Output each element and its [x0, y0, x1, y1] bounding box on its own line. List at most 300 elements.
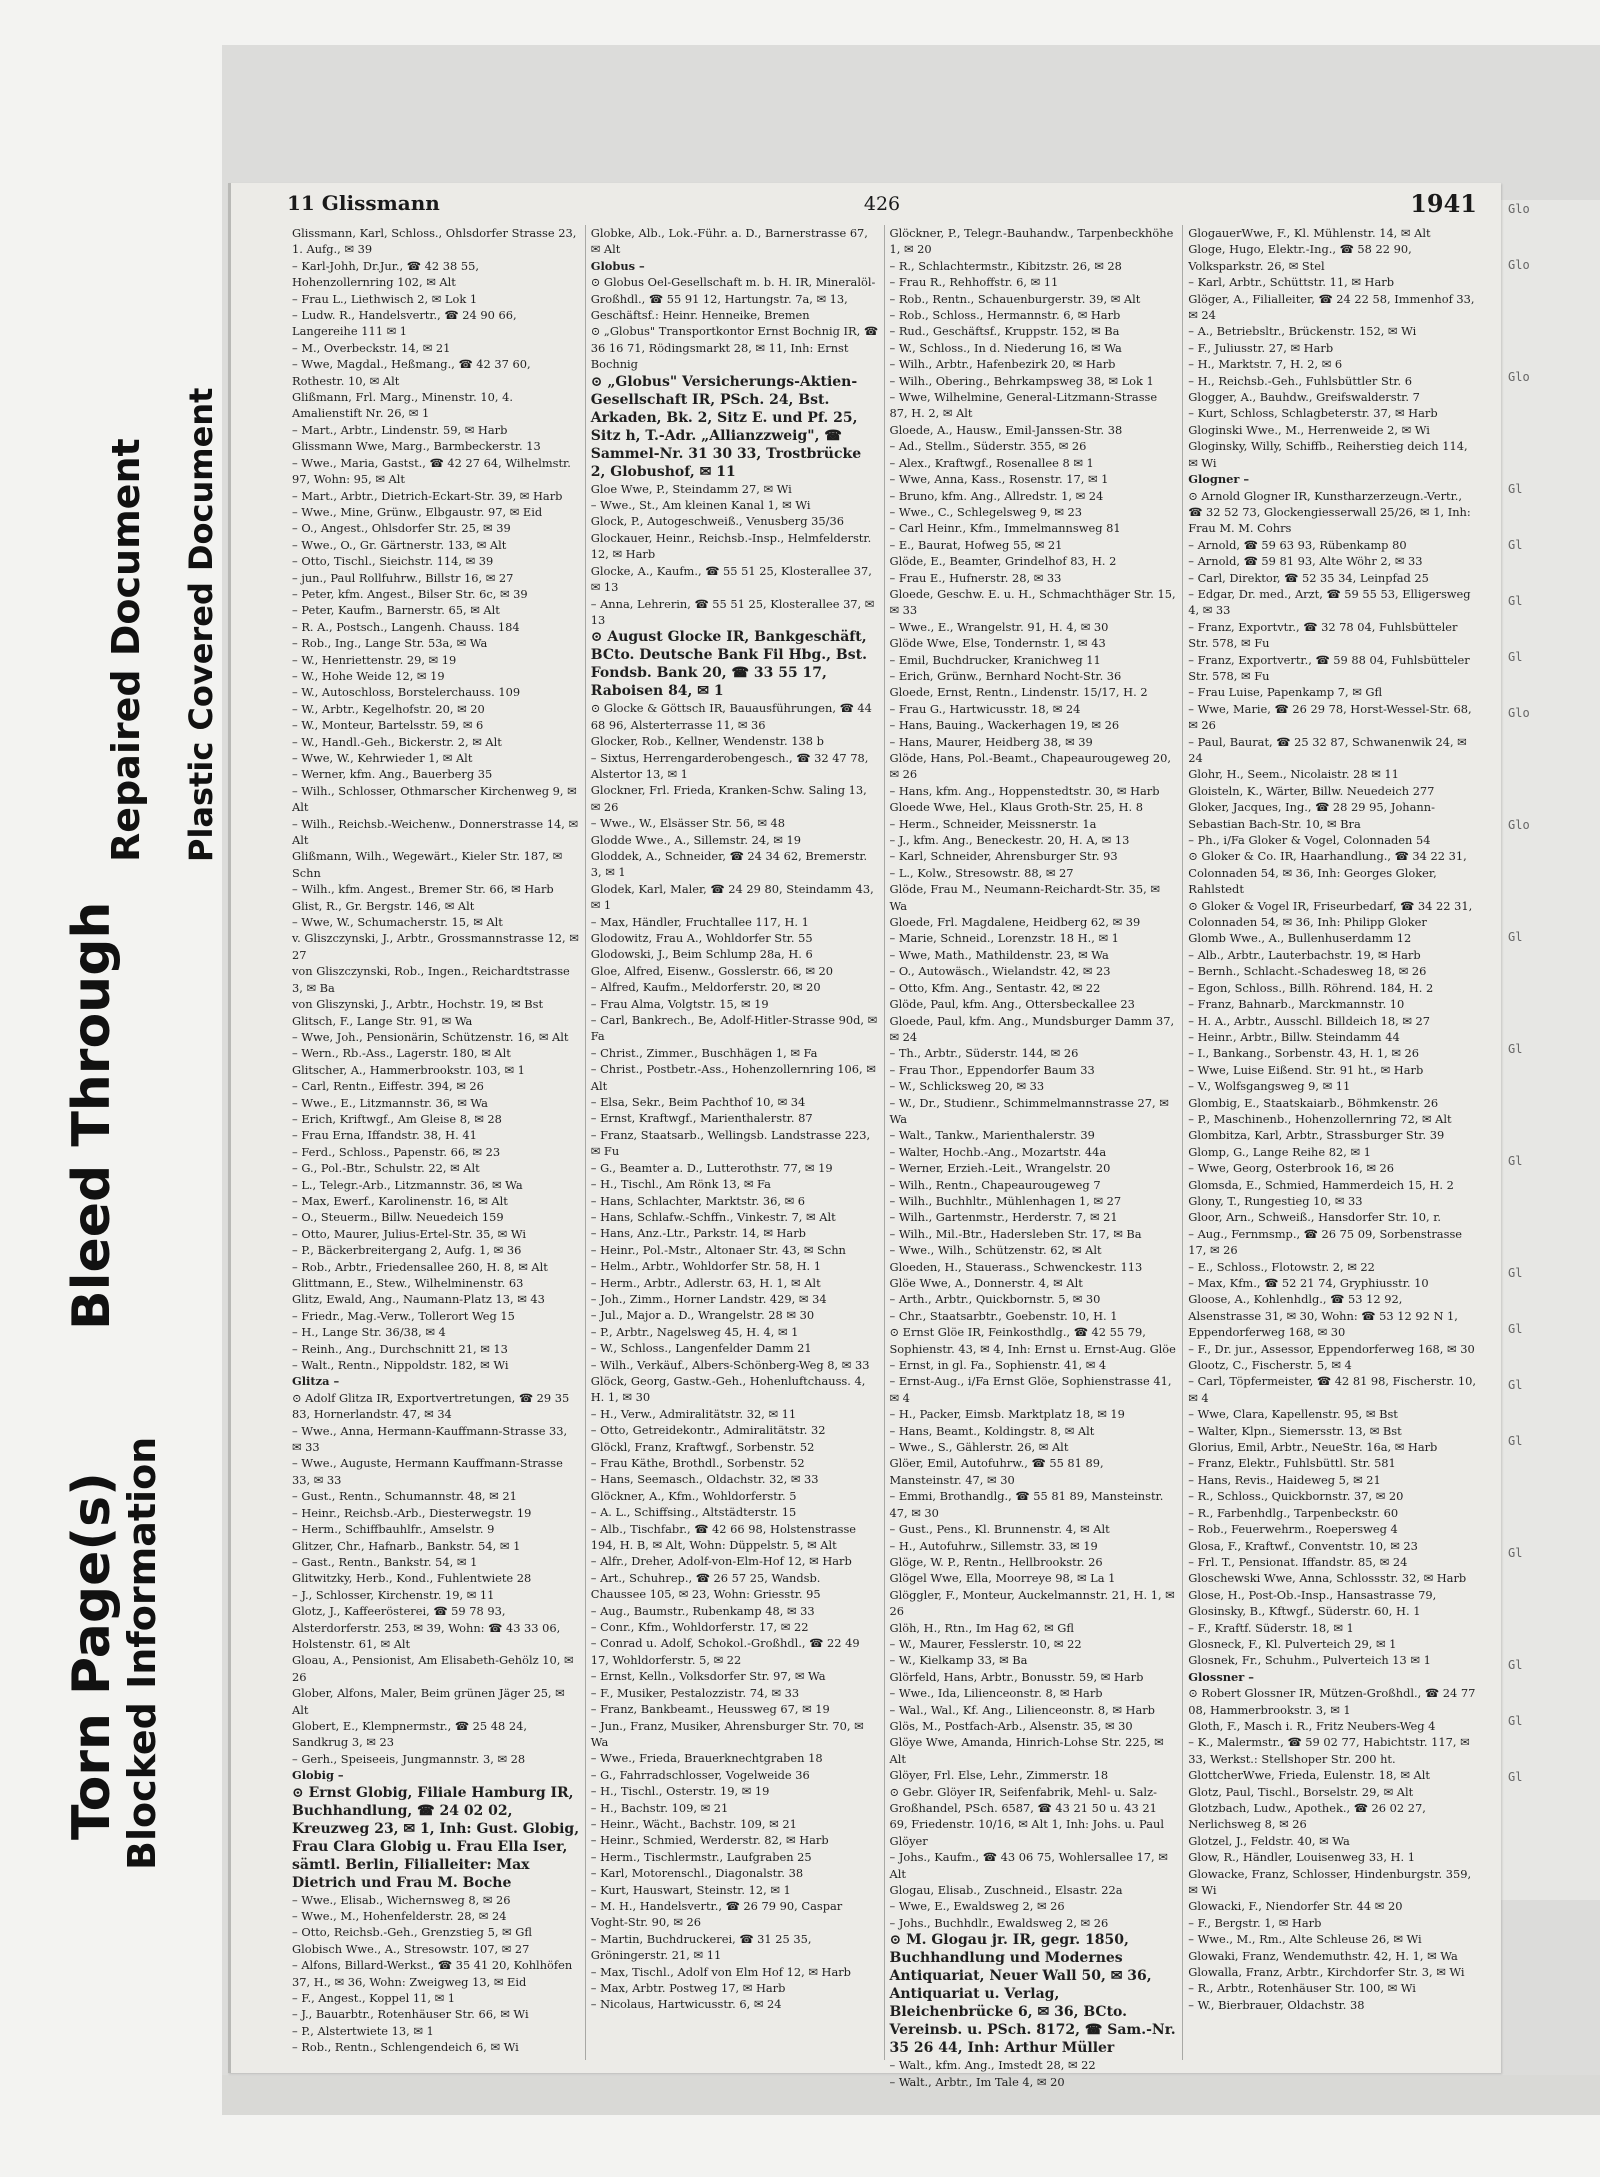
directory-entry: Globisch Wwe., A., Stresowstr. 107, ✉ 27 — [292, 1941, 530, 1956]
next-page-fragment: Gl — [1508, 1042, 1523, 1056]
directory-entry: Glitsch, F., Lange Str. 91, ✉ Wa — [292, 1013, 473, 1028]
directory-entry: – Max, Tischl., Adolf von Elm Hof 12, ✉ Harb — [590, 1964, 851, 1979]
directory-entry: – Karl, Arbtr., Schüttstr. 11, ✉ Harb — [1188, 275, 1395, 290]
directory-entry: – F., Juliusstr. 27, ✉ Harb — [1188, 340, 1334, 355]
directory-entry: – I., Bankang., Sorbenstr. 43, H. 1, ✉ 26 — [1188, 1046, 1419, 1061]
directory-entry: – jun., Paul Rollfuhrw., Billstr 16, ✉ 27 — [292, 570, 514, 585]
directory-entry: – Hans, Revis., Haideweg 5, ✉ 21 — [1188, 1472, 1381, 1487]
directory-entry: – Sixtus, Herrengarderobengesch., ☎ 32 47 78, Alstertor 13, ✉ 1 — [590, 750, 869, 781]
directory-entry: Glockner, Frl. Frieda, Kranken-Schw. Saling 13, ✉ 26 — [590, 783, 867, 814]
directory-entry: – Alb., Arbtr., Lauterbachstr. 19, ✉ Harb — [1188, 947, 1421, 962]
directory-entry: – Wwe, W., Schumacherstr. 15, ✉ Alt — [292, 915, 503, 930]
directory-entry: – Carl, Bankrech., Be, Adolf-Hitler-Strasse 90d, ✉ Fa — [590, 1013, 878, 1044]
directory-entry: – P., Arbtr., Nagelsweg 45, H. 4, ✉ 1 — [590, 1324, 799, 1339]
directory-entry: – E., Schloss., Flotowstr. 2, ✉ 22 — [1188, 1259, 1375, 1274]
next-page-fragment: Glo — [1508, 370, 1530, 384]
directory-entry: Gloau, A., Pensionist, Am Elisabeth-Gehölz 10, ✉ 26 — [292, 1653, 574, 1684]
next-page-fragment: Gl — [1508, 650, 1523, 664]
directory-entry: Gloede, A., Hausw., Emil-Janssen-Str. 38 — [889, 422, 1123, 437]
directory-entry: Glosinsky, B., Kftwgf., Süderstr. 60, H. 1 — [1188, 1604, 1421, 1619]
directory-entry: – Wwe, W., Kehrwieder 1, ✉ Alt — [292, 751, 473, 765]
directory-entry: – Franz, Exportvtr., ☎ 32 78 04, Fuhlsbütteler Str. 578, ✉ Fu — [1188, 619, 1458, 651]
directory-entry: – M. H., Handelsvertr., ☎ 26 79 90, Caspar Voght-Str. 90, ✉ 26 — [590, 1898, 843, 1930]
directory-entry: – A. L., Schiffsing., Altstädterstr. 15 — [590, 1505, 797, 1520]
directory-entry: – H., Tischl., Osterstr. 19, ✉ 19 — [590, 1784, 770, 1799]
directory-entry: – Wwe, Luise Eißend. Str. 91 ht., ✉ Harb — [1188, 1062, 1424, 1077]
next-page-fragment: Glo — [1508, 202, 1530, 216]
directory-entry: – Wwe., Mine, Grünw., Elbgaustr. 97, ✉ Eid — [292, 504, 543, 519]
directory-entry: – Ernst, Kraftwgf., Marienthalerstr. 87 — [590, 1111, 813, 1126]
directory-entry: Glöde, Paul, kfm. Ang., Ottersbeckallee 23 — [889, 997, 1135, 1012]
directory-entry: – Wwe, Math., Mathildenstr. 23, ✉ Wa — [889, 947, 1109, 962]
next-page-fragment: Glo — [1508, 818, 1530, 832]
directory-entry: – Otto, Reichsb.-Geh., Grenzstieg 5, ✉ Gfl — [292, 1925, 532, 1940]
next-page-fragment — [1500, 424, 1600, 480]
directory-entry: Glock, P., Autogeschweiß., Venusberg 35/36 — [590, 514, 844, 529]
directory-entry: – P., Bäckerbreitergang 2, Aufg. 1, ✉ 36 — [292, 1243, 522, 1258]
next-page-fragment: Gl — [1508, 1434, 1523, 1448]
directory-entry: – Rob., Ing., Lange Str. 53a, ✉ Wa — [292, 636, 488, 651]
directory-entry: Gloede, Frl. Magdalene, Heidberg 62, ✉ 39 — [889, 915, 1141, 930]
directory-entry: – Wwe., C., Schlegelsweg 9, ✉ 23 — [889, 504, 1083, 519]
directory-entry: – Max, Arbtr. Postweg 17, ✉ Harb — [590, 1981, 786, 1995]
directory-entry: – Wilh., Rentn., Chapeaurougeweg 7 — [889, 1177, 1101, 1192]
directory-entry: Glöe Wwe, A., Donnerstr. 4, ✉ Alt — [889, 1276, 1083, 1290]
directory-entry: – Frau E., Hufnerstr. 28, ✉ 33 — [889, 570, 1062, 585]
running-head: 11 Glissmann — [287, 191, 440, 215]
directory-entry: – F., Bergstr. 1, ✉ Harb — [1188, 1915, 1322, 1930]
directory-entry: Glotz, Paul, Tischl., Borselstr. 29, ✉ Alt — [1188, 1784, 1414, 1799]
page-header — [287, 187, 1477, 217]
directory-entry: Globke, Alb., Lok.-Führ. a. D., Barnerstrasse 67, ✉ Alt — [590, 226, 868, 257]
next-page-fragment — [1500, 312, 1600, 368]
directory-entry: – Carl, Rentn., Eiffestr. 394, ✉ 26 — [292, 1079, 484, 1094]
directory-entry: Glöh, H., Rtn., Im Hag 62, ✉ Gfl — [889, 1620, 1074, 1635]
directory-entry: – H., Tischl., Am Rönk 13, ✉ Fa — [590, 1177, 771, 1192]
directory-entry: von Gliszczynski, Rob., Ingen., Reichardtstrasse 3, ✉ Ba — [292, 964, 570, 995]
directory-entry: – G., Beamter a. D., Lutterothstr. 77, ✉ 19 — [590, 1160, 833, 1175]
directory-entry: – W., Hohe Weide 12, ✉ 19 — [292, 668, 445, 683]
directory-entry: – H. A., Arbtr., Ausschl. Billdeich 18, ✉ 27 — [1188, 1013, 1430, 1028]
directory-entry: – O., Autowäsch., Wielandstr. 42, ✉ 23 — [889, 964, 1111, 979]
directory-entry: Glosnek, Fr., Schuhm., Pulverteich 13 ✉ 1 — [1188, 1653, 1431, 1668]
directory-entry: – Heinr., Schmied, Werderstr. 82, ✉ Harb — [590, 1833, 829, 1848]
directory-entry: – Mart., Arbtr., Lindenstr. 59, ✉ Harb — [292, 422, 508, 437]
label-torn-pages: Torn Page(s) — [62, 1472, 122, 1840]
next-page-fragment: Gl — [1508, 1378, 1523, 1392]
directory-entry: – Karl, Schneider, Ahrensburger Str. 93 — [889, 849, 1118, 864]
directory-entry: Glogau, Elisab., Zuschneid., Elsastr. 22a — [889, 1883, 1123, 1898]
next-page-fragment — [1500, 1096, 1600, 1152]
directory-entry: – W., Handl.-Geh., Bickerstr. 2, ✉ Alt — [292, 734, 502, 749]
directory-entry: Glitscher, A., Hammerbrookstr. 103, ✉ 1 — [292, 1062, 525, 1077]
directory-entry: – Alb., Tischfabr., ☎ 42 66 98, Holstenstrasse 194, H. B, ✉ Alt, Wohn: Düppelstr. 5, ✉ Alt — [590, 1521, 857, 1553]
directory-entry: – Wwe, Clara, Kapellenstr. 95, ✉ Bst — [1188, 1407, 1398, 1422]
directory-entry: ⊙ Ernst Glöe IR, Feinkosthdlg., ☎ 42 55 79, Sophienstr. 43, ✉ 4, Inh: Ernst u. Ernst-Aug. Glöe — [889, 1325, 1176, 1356]
directory-entry: – Erich, Kriftwgf., Am Gleise 8, ✉ 28 — [292, 1111, 502, 1126]
directory-entry: Glögel Wwe, Ella, Moorreye 98, ✉ La 1 — [889, 1571, 1116, 1586]
directory-entry: – Franz, Elektr., Fuhlsbüttl. Str. 581 — [1188, 1456, 1396, 1471]
directory-entry: – J., Schlosser, Kirchenstr. 19, ✉ 11 — [292, 1587, 495, 1602]
directory-entry: – Walter, Klpn., Siemersstr. 13, ✉ Bst — [1188, 1423, 1402, 1438]
directory-entry: Glöggler, F., Monteur, Auckelmannstr. 21, H. 1, ✉ 26 — [889, 1587, 1175, 1619]
directory-entry: GlogauerWwe, F., Kl. Mühlenstr. 14, ✉ Alt — [1188, 226, 1431, 240]
directory-entry: – Walt., Rentn., Nippoldstr. 182, ✉ Wi — [292, 1358, 509, 1373]
directory-entry: – Ludw. R., Handelsvertr., ☎ 24 90 66, Langereihe 111 ✉ 1 — [292, 308, 517, 339]
directory-entry: – G., Pol.-Btr., Schulstr. 22, ✉ Alt — [292, 1161, 480, 1176]
directory-entry: – Wwe., Wilh., Schützenstr. 62, ✉ Alt — [889, 1243, 1102, 1258]
directory-entry: – Anna, Lehrerin, ☎ 55 51 25, Klosterallee 37, ✉ 13 — [590, 596, 875, 627]
directory-entry: – Art., Schuhrep., ☎ 26 57 25, Wandsb. Chaussee 105, ✉ 23, Wohn: Griesstr. 95 — [590, 1570, 821, 1602]
directory-entry: Glotzbach, Ludw., Apothek., ☎ 26 02 27, Nerlichsweg 8, ✉ 26 — [1188, 1801, 1426, 1832]
directory-entry: – Wern., Rb.-Ass., Lagerstr. 180, ✉ Alt — [292, 1046, 511, 1061]
directory-entry: Glowacki, F., Niendorfer Str. 44 ✉ 20 — [1188, 1899, 1403, 1914]
directory-entry: – E., Baurat, Hofweg 55, ✉ 21 — [889, 537, 1063, 552]
directory-entry: Gloe Wwe, P., Steindamm 27, ✉ Wi — [590, 481, 792, 496]
directory-entry: – Chr., Staatsarbtr., Goebenstr. 10, H. 1 — [889, 1308, 1118, 1323]
directory-entry: Gloginsky, Willy, Schiffb., Reiherstieg deich 114, ✉ Wi — [1188, 439, 1468, 470]
directory-entry: – Wwe., Maria, Gastst., ☎ 42 27 64, Wilhelmstr. 97, Wohn: 95, ✉ Alt — [292, 455, 571, 487]
directory-entry: Glöger, A., Filialleiter, ☎ 24 22 58, Immenhof 33, ✉ 24 — [1188, 291, 1475, 323]
next-page-fragment: Gl — [1508, 1266, 1523, 1280]
directory-entry: – V., Wolfsgangsweg 9, ✉ 11 — [1188, 1079, 1351, 1094]
directory-entry: Glitz, Ewald, Ang., Naumann-Platz 13, ✉ 43 — [292, 1292, 545, 1307]
next-page-fragment — [1500, 872, 1600, 928]
directory-entry: – Wwe, Anna, Kass., Rosenstr. 17, ✉ 1 — [889, 472, 1109, 487]
directory-entry: – R., Schloss., Quickbornstr. 37, ✉ 20 — [1188, 1489, 1404, 1504]
directory-entry: – Wwe., Frieda, Brauerknechtgraben 18 — [590, 1751, 823, 1766]
directory-entry: – Ferd., Schloss., Papenstr. 66, ✉ 23 — [292, 1144, 501, 1159]
next-page-fragment: Gl — [1508, 1546, 1523, 1560]
directory-entry: – Carl, Direktor, ☎ 52 35 34, Leinpfad 25 — [1188, 570, 1429, 585]
directory-entry: – Rob., Rentn., Schauenburgerstr. 39, ✉ Alt — [889, 291, 1141, 306]
directory-entry: Glotzel, J., Feldstr. 40, ✉ Wa — [1188, 1833, 1350, 1848]
directory-entry: – Wwe, Joh., Pensionärin, Schützenstr. 16, ✉ Alt — [292, 1029, 569, 1044]
directory-entry: – Frau Luise, Papenkamp 7, ✉ Gfl — [1188, 685, 1383, 700]
directory-entry: – Arnold, ☎ 59 81 93, Alte Wöhr 2, ✉ 33 — [1188, 554, 1423, 569]
directory-entry: – Carl Heinr., Kfm., Immelmannsweg 81 — [889, 521, 1121, 536]
next-page-fragment — [1500, 760, 1600, 816]
directory-entry: Gloth, F., Masch i. R., Fritz Neubers-Weg 4 — [1188, 1718, 1436, 1733]
directory-entry: – A., Betriebsltr., Brückenstr. 152, ✉ Wi — [1188, 324, 1417, 339]
directory-page — [228, 183, 1501, 2089]
directory-entry: – Conrad u. Adolf, Schokol.-Großhdl., ☎ 22 49 17, Wohldorferstr. 5, ✉ 22 — [590, 1636, 860, 1667]
directory-entry: – J., Bauarbtr., Rotenhäuser Str. 66, ✉ Wi — [292, 2007, 529, 2022]
directory-entry: ⊙ Adolf Glitza IR, Exportvertretungen, ☎ 29 35 83, Hornerlandstr. 47, ✉ 34 — [292, 1390, 570, 1422]
directory-entry: ⊙ Glocke & Göttsch IR, Bauausführungen, ☎ 44 68 96, Alsterterrasse 11, ✉ 36 — [590, 701, 872, 732]
directory-entry: – Arth., Arbtr., Quickbornstr. 5, ✉ 30 — [889, 1292, 1101, 1307]
directory-entry: Glöckner, P., Telegr.-Bauhandw., Tarpenbeckhöhe 1, ✉ 20 — [889, 226, 1174, 257]
directory-entry: Glowaki, Franz, Wendemuthstr. 42, H. 1, ✉ Wa — [1188, 1948, 1458, 1963]
directory-entry: – Heinr., Pol.-Mstr., Altonaer Str. 43, ✉ Schn — [590, 1242, 846, 1257]
directory-entry: – Peter, kfm. Angest., Bilser Str. 6c, ✉ 39 — [292, 586, 528, 601]
directory-entry: – Hans, Anz.-Ltr., Parkstr. 14, ✉ Harb — [590, 1226, 806, 1241]
directory-entry: – L., Telegr.-Arb., Litzmannstr. 36, ✉ Wa — [292, 1177, 523, 1192]
directory-entry: – Gust., Rentn., Schumannstr. 48, ✉ 21 — [292, 1489, 517, 1504]
directory-entry: Glosa, F., Kraftwf., Conventstr. 10, ✉ 23 — [1188, 1538, 1418, 1553]
directory-entry: Glohr, H., Seem., Nicolaistr. 28 ✉ 11 — [1188, 767, 1399, 782]
directory-entry: – Herm., Schiffbauhlfr., Amselstr. 9 — [292, 1522, 495, 1537]
directory-entry: – Franz, Exportvertr., ☎ 59 88 04, Fuhlsbütteler Str. 578, ✉ Fu — [1188, 652, 1470, 683]
directory-entry: – Wwe, Magdal., Heßmang., ☎ 42 37 60, Rothestr. 10, ✉ Alt — [292, 357, 531, 388]
directory-entry: – W., Schlicksweg 20, ✉ 33 — [889, 1079, 1045, 1094]
directory-entry: – Hans, Bauing., Wackerhagen 19, ✉ 26 — [889, 718, 1120, 733]
directory-entry: – Alfons, Billard-Werkst., ☎ 35 41 20, Kohlhöfen 37, H., ✉ 36, Wohn: Zweigweg 13, ✉ Eid — [292, 1958, 573, 1989]
directory-entry: – Otto, Maurer, Julius-Ertel-Str. 35, ✉ Wi — [292, 1226, 526, 1241]
directory-entry: – Wilh., Schlosser, Othmarscher Kirchenweg 9, ✉ Alt — [292, 783, 577, 815]
column-4 — [1183, 225, 1482, 2060]
directory-entry: – Wwe., E., Wrangelstr. 91, H. 4, ✉ 30 — [889, 619, 1109, 634]
directory-entry: – H., Autofuhrw., Sillemstr. 33, ✉ 19 — [889, 1538, 1098, 1553]
directory-entry: Glöer, Emil, Autofuhrw., ☎ 55 81 89, Mansteinstr. 47, ✉ 30 — [889, 1456, 1104, 1487]
label-bleed-through: Bleed Through — [62, 901, 122, 1330]
directory-entry: – Rob., Rentn., Schlengendeich 6, ✉ Wi — [292, 2040, 519, 2055]
directory-entry: – Heinr., Reichsb.-Arb., Diesterwegstr. 19 — [292, 1505, 532, 1520]
label-plastic-covered-document: Plastic Covered Document — [182, 387, 220, 862]
directory-entry: – Ernst-Aug., i/Fa Ernst Glöe, Sophienstrasse 41, ✉ 4 — [889, 1374, 1172, 1405]
directory-entry: – Wilh., Verkäuf., Albers-Schönberg-Weg 8, ✉ 33 — [590, 1357, 870, 1372]
directory-entry: Gloker, Jacques, Ing., ☎ 28 29 95, Johann-Sebastian Bach-Str. 10, ✉ Bra — [1188, 800, 1435, 831]
directory-entry: – K., Malermstr., ☎ 59 02 77, Habichtstr. 117, ✉ 33, Werkst.: Stellshoper Str. 200 ht. — [1188, 1735, 1470, 1766]
directory-entry: – Wwe., Anna, Hermann-Kauffmann-Strasse 33, ✉ 33 — [292, 1423, 568, 1455]
directory-entry: – Conr., Kfm., Wohldorferstr. 17, ✉ 22 — [590, 1620, 809, 1635]
year: 1941 — [1410, 189, 1477, 218]
directory-entry: – Franz, Bahnarb., Marckmannstr. 10 — [1188, 997, 1405, 1012]
directory-entry: Glöckl, Franz, Kraftwgf., Sorbenstr. 52 — [590, 1439, 815, 1454]
directory-entry: – Friedr., Mag.-Verw., Tollerort Weg 15 — [292, 1308, 515, 1323]
entry-columns — [287, 225, 1482, 2089]
directory-entry: – Mart., Arbtr., Dietrich-Eckart-Str. 39, ✉ Harb — [292, 488, 563, 503]
directory-entry: Glöde, Frau M., Neumann-Reichardt-Str. 35, ✉ Wa — [889, 882, 1160, 913]
directory-entry: – H., Lange Str. 36/38, ✉ 4 — [292, 1325, 446, 1340]
column-3 — [885, 225, 1184, 2089]
directory-entry: Glöck, Georg, Gastw.-Geh., Hohenluftchauss. 4, H. 1, ✉ 30 — [590, 1373, 866, 1405]
directory-entry: – Ernst, in gl. Fa., Sophienstr. 41, ✉ 4 — [889, 1358, 1107, 1373]
directory-entry: Glöde, E., Beamter, Grindelhof 83, H. 2 — [889, 554, 1117, 569]
directory-entry: ⊙ „Globus" Versicherungs-Aktien-Gesellschaft IR, PSch. 24, Bst. Arkaden, Bk. 2, Sitz E. und Pf. 25, Sitz h, T.-Adr. „Allianzzweig", ☎ Sammel-Nr. 31 30 33, Trostbrücke 2, Globushof, ✉ 11 — [590, 373, 862, 480]
directory-entry: Glitzer, Chr., Hafnarb., Bankstr. 54, ✉ 1 — [292, 1538, 521, 1553]
directory-entry: – Christ., Zimmer., Buschhägen 1, ✉ Fa — [590, 1045, 818, 1060]
directory-entry: Glosneck, F., Kl. Pulverteich 29, ✉ 1 — [1188, 1636, 1397, 1651]
directory-entry: – R. A., Postsch., Langenh. Chauss. 184 — [292, 619, 520, 634]
directory-entry: Glodowski, J., Beim Schlump 28a, H. 6 — [590, 947, 813, 962]
directory-entry: – W., Autoschloss, Borstelerchauss. 109 — [292, 685, 521, 700]
directory-entry: Glodek, Karl, Maler, ☎ 24 29 80, Steindamm 43, ✉ 1 — [590, 881, 874, 913]
directory-entry: – Rob., Arbtr., Friedensallee 260, H. 8, ✉ Alt — [292, 1259, 548, 1274]
directory-entry: – Martin, Buchdruckerei, ☎ 31 25 35, Gröningerstr. 21, ✉ 11 — [590, 1931, 812, 1963]
directory-entry: – Alex., Kraftwgf., Rosenallee 8 ✉ 1 — [889, 455, 1094, 470]
directory-entry: – H., Bachstr. 109, ✉ 21 — [590, 1800, 729, 1815]
directory-entry: Gloginski Wwe., M., Herrenweide 2, ✉ Wi — [1188, 422, 1430, 437]
directory-entry: – Herm., Tischlermstr., Laufgraben 25 — [590, 1849, 812, 1864]
directory-entry: Glöye Wwe, Amanda, Hinrich-Lohse Str. 225, ✉ Alt — [889, 1735, 1164, 1766]
directory-entry: – W., Kielkamp 33, ✉ Ba — [889, 1653, 1028, 1668]
directory-entry: Glow, R., Händler, Louisenweg 33, H. 1 — [1188, 1850, 1415, 1865]
directory-entry: Gloisteln, K., Wärter, Billw. Neuedeich 277 — [1188, 783, 1435, 798]
directory-entry: Glomp, G., Lange Reihe 82, ✉ 1 — [1188, 1144, 1371, 1159]
directory-entry: – Herm., Schneider, Meissnerstr. 1a — [889, 816, 1097, 831]
directory-entry: Gloede, Ernst, Rentn., Lindenstr. 15/17, H. 2 — [889, 685, 1148, 700]
directory-entry: – Walt., Arbtr., Im Tale 4, ✉ 20 — [889, 2074, 1065, 2089]
directory-entry: Glockauer, Heinr., Reichsb.-Insp., Helmfelderstr. 12, ✉ Harb — [590, 530, 872, 562]
directory-entry: – Walter, Hochb.-Ang., Mozartstr. 44a — [889, 1144, 1107, 1159]
directory-entry: Glöde Wwe, Else, Tondernstr. 1, ✉ 43 — [889, 636, 1106, 651]
page-number: 426 — [863, 193, 901, 215]
directory-entry: Glöge, W. P., Rentn., Hellbrookstr. 26 — [889, 1554, 1103, 1569]
directory-entry: – Wilh., Arbtr., Hafenbezirk 20, ✉ Harb — [889, 357, 1116, 372]
directory-entry: Glitza – — [292, 1374, 340, 1389]
directory-entry: – Wilh., Obering., Behrkampsweg 38, ✉ Lok 1 — [889, 373, 1154, 388]
next-page-fragment: Glo — [1508, 258, 1530, 272]
directory-entry: – Jun., Franz, Musiker, Ahrensburger Str. 70, ✉ Wa — [590, 1718, 864, 1749]
next-page-fragment: Gl — [1508, 594, 1523, 608]
directory-entry: Glombitza, Karl, Arbtr., Strassburger Str. 39 — [1188, 1128, 1445, 1143]
directory-entry: v. Gliszczynski, J., Arbtr., Grossmannstrasse 12, ✉ 27 — [292, 931, 579, 962]
directory-entry: Gloose, A., Kohlenhdlg., ☎ 53 12 92, Alsenstrasse 31, ✉ 30, Wohn: ☎ 53 12 92 N 1, Eppendorferweg 168, ✉ 30 — [1188, 1292, 1458, 1340]
directory-entry: – Hans, Beamt., Koldingstr. 8, ✉ Alt — [889, 1423, 1095, 1438]
directory-entry: – Johs., Kaufm., ☎ 43 06 75, Wohlersallee 17, ✉ Alt — [889, 1850, 1168, 1881]
next-page-fragment: Gl — [1508, 930, 1523, 944]
directory-entry: – Ernst, Kelln., Volksdorfer Str. 97, ✉ Wa — [590, 1669, 826, 1684]
next-page-fragment: Gl — [1508, 1714, 1523, 1728]
directory-entry: – Joh., Zimm., Horner Landstr. 429, ✉ 34 — [590, 1291, 827, 1306]
directory-entry: – L., Kolw., Stresowstr. 88, ✉ 27 — [889, 865, 1074, 880]
directory-entry: Gloddek, A., Schneider, ☎ 24 34 62, Bremerstr. 3, ✉ 1 — [590, 848, 868, 880]
directory-entry: – R., Farbenhdlg., Tarpenbeckstr. 60 — [1188, 1505, 1399, 1520]
directory-entry: – F., Dr. jur., Assessor, Eppendorferweg 168, ✉ 30 — [1188, 1341, 1475, 1356]
directory-entry: – Paul, Baurat, ☎ 25 32 87, Schwanenwik 24, ✉ 24 — [1188, 734, 1467, 765]
directory-entry: Gloge, Hugo, Elektr.-Ing., ☎ 58 22 90, Volksparkstr. 26, ✉ Stel — [1188, 242, 1412, 273]
directory-entry: – Frau Käthe, Brothdl., Sorbenstr. 52 — [590, 1456, 805, 1470]
directory-entry: – Wwe., W., Elsässer Str. 56, ✉ 48 — [590, 816, 786, 831]
next-page-strip — [1500, 200, 1600, 1900]
column-2 — [586, 225, 885, 2060]
directory-entry: – Aug., Baumstr., Rubenkamp 48, ✉ 33 — [590, 1603, 815, 1618]
directory-entry: – Hans, Maurer, Heidberg 38, ✉ 39 — [889, 734, 1093, 749]
directory-entry: – Otto, Tischl., Sieichstr. 114, ✉ 39 — [292, 554, 494, 569]
directory-entry: – Werner, Erzieh.-Leit., Wrangelstr. 20 — [889, 1161, 1111, 1176]
directory-entry: – J., kfm. Ang., Beneckestr. 20, H. A, ✉ 13 — [889, 833, 1130, 848]
directory-entry: ⊙ Gebr. Glöyer IR, Seifenfabrik, Mehl- u. Salz-Großhandel, PSch. 6587, ☎ 43 21 50 u. 43 21 69, Friedenstr. 10/16, ✉ Alt 1, Inh: Johs. u. Paul Glöyer — [889, 1784, 1164, 1848]
directory-entry: – Alfred, Kaufm., Meldorferstr. 20, ✉ 20 — [590, 980, 821, 995]
directory-entry: – Frau Erna, Iffandstr. 38, H. 41 — [292, 1128, 477, 1143]
directory-entry: – Erich, Grünw., Bernhard Nocht-Str. 36 — [889, 668, 1122, 683]
directory-entry: – Karl-Johh, Dr.Jur., ☎ 42 38 55, Hohenzollernring 102, ✉ Alt — [292, 258, 479, 290]
next-page-fragment: Gl — [1508, 1154, 1523, 1168]
directory-entry: – Otto, Kfm. Ang., Sentastr. 42, ✉ 22 — [889, 980, 1101, 995]
directory-entry: – W., Arbtr., Kegelhofstr. 20, ✉ 20 — [292, 701, 485, 716]
directory-entry: – Wilh., Mil.-Btr., Hadersleben Str. 17, ✉ Ba — [889, 1226, 1142, 1241]
next-page-fragment — [1500, 1600, 1600, 1656]
directory-entry: – M., Overbeckstr. 14, ✉ 21 — [292, 340, 451, 355]
directory-entry: – Gerh., Speiseeis, Jungmannstr. 3, ✉ 28 — [292, 1751, 526, 1766]
directory-entry: – Carl, Töpfermeister, ☎ 42 81 98, Fischerstr. 10, ✉ 4 — [1188, 1374, 1476, 1405]
directory-entry: Gloede, Paul, kfm. Ang., Mundsburger Damm 37, ✉ 24 — [889, 1013, 1175, 1044]
directory-entry: – Helm., Arbtr., Wohldorfer Str. 58, H. 1 — [590, 1259, 822, 1274]
directory-entry: – Wwe., O., Gr. Gärtnerstr. 133, ✉ Alt — [292, 537, 507, 552]
directory-entry: Glittmann, E., Stew., Wilhelminenstr. 63 — [292, 1276, 524, 1290]
directory-entry: Glös, M., Postfach-Arb., Alsenstr. 35, ✉ 30 — [889, 1718, 1133, 1733]
directory-entry: – Max, Ewerf., Karolinenstr. 16, ✉ Alt — [292, 1193, 508, 1208]
directory-entry: – G., Fahrradschlosser, Vogelweide 36 — [590, 1767, 810, 1782]
directory-entry: – Frau R., Rehhoffstr. 6, ✉ 11 — [889, 275, 1059, 290]
next-page-fragment: Gl — [1508, 1658, 1523, 1672]
directory-entry: – Franz, Staatsarb., Wellingsb. Landstrasse 223, ✉ Fu — [590, 1127, 871, 1159]
directory-entry: Glomsda, E., Schmied, Hammerdeich 15, H. 2 — [1188, 1177, 1454, 1192]
directory-entry: Glotz, J., Kaffeerösterei, ☎ 59 78 93, Alsterdorferstr. 253, ✉ 39, Wohn: ☎ 43 33 06, Holstenstr. 61, ✉ Alt — [292, 1604, 561, 1651]
directory-entry: – Kurt, Schloss, Schlagbeterstr. 37, ✉ Harb — [1188, 406, 1438, 421]
directory-entry: – R., Arbtr., Rotenhäuser Str. 100, ✉ Wi — [1188, 1981, 1416, 1996]
directory-entry: – W., Maurer, Fesslerstr. 10, ✉ 22 — [889, 1636, 1082, 1651]
directory-entry: – Bernh., Schlacht.-Schadesweg 18, ✉ 26 — [1188, 964, 1427, 979]
directory-entry: Globert, E., Klempnermstr., ☎ 25 48 24, Sandkrug 3, ✉ 23 — [292, 1718, 528, 1750]
directory-entry: Glörfeld, Hans, Arbtr., Bonusstr. 59, ✉ Harb — [889, 1669, 1144, 1684]
directory-entry: – Peter, Kaufm., Barnerstr. 65, ✉ Alt — [292, 603, 500, 618]
directory-entry: – R., Schlachtermstr., Kibitzstr. 26, ✉ 28 — [889, 258, 1122, 273]
directory-entry: – O., Steuerm., Billw. Neuedeich 159 — [292, 1210, 504, 1225]
next-page-fragment: Gl — [1508, 538, 1523, 552]
directory-entry: – Hans, Schlachter, Marktstr. 36, ✉ 6 — [590, 1193, 806, 1208]
next-page-fragment: Gl — [1508, 1770, 1523, 1784]
directory-entry: – Wwe., S., Gählerstr. 26, ✉ Alt — [889, 1440, 1069, 1455]
directory-entry: – Wwe., St., Am kleinen Kanal 1, ✉ Wi — [590, 498, 811, 513]
directory-entry: Glossner – — [1188, 1669, 1254, 1684]
label-blocked-information: Blocked Information — [120, 1436, 164, 1870]
directory-entry: – F., Angest., Koppel 11, ✉ 1 — [292, 1991, 455, 2006]
directory-entry: – Max, Händler, Fruchtallee 117, H. 1 — [590, 914, 809, 929]
next-page-fragment: Gl — [1508, 482, 1523, 496]
directory-entry: – Hans, Schlafw.-Schffn., Vinkestr. 7, ✉ Alt — [590, 1209, 836, 1224]
directory-entry: – H., Verw., Admiralitätstr. 32, ✉ 11 — [590, 1406, 797, 1421]
directory-entry: – O., Angest., Ohlsdorfer Str. 25, ✉ 39 — [292, 521, 511, 536]
directory-entry: Gloschewski Wwe, Anna, Schlossstr. 32, ✉ Harb — [1188, 1571, 1467, 1586]
directory-entry: – P., Maschinenb., Hohenzollernring 72, ✉ Alt — [1188, 1111, 1452, 1126]
directory-entry: – Wwe, Wilhelmine, General-Litzmann-Strasse 87, H. 2, ✉ Alt — [889, 390, 1158, 421]
directory-entry: GlottcherWwe, Frieda, Eulenstr. 18, ✉ Alt — [1188, 1768, 1430, 1783]
directory-entry: ⊙ Robert Glossner IR, Mützen-Großhdl., ☎ 24 77 08, Hammerbrookstr. 3, ✉ 1 — [1188, 1686, 1476, 1717]
directory-entry: – Kurt, Hauswart, Steinstr. 12, ✉ 1 — [590, 1882, 791, 1897]
directory-entry: Glitwitzky, Herb., Kond., Fuhlentwiete 28 — [292, 1571, 532, 1586]
directory-entry: – Hans, kfm. Ang., Hoppenstedtstr. 30, ✉ Harb — [889, 783, 1160, 798]
directory-entry: ⊙ Ernst Globig, Filiale Hamburg IR, Buchhandlung, ☎ 24 02 02, Kreuzweg 23, ✉ 1, Inh: Gust. Globig, Frau Clara Globig u. Frau Ella Iser, sämtl. Berlin, Filialleiter: Max Dietrich und Frau M. Boche — [292, 1784, 580, 1891]
directory-entry: Glodowitz, Frau A., Wohldorfer Str. 55 — [590, 931, 813, 945]
directory-entry: – Wilh., Reichsb.-Weichenw., Donnerstrasse 14, ✉ Alt — [292, 816, 579, 848]
directory-entry: – Heinr., Wächt., Bachstr. 109, ✉ 21 — [590, 1816, 797, 1831]
directory-entry: Glogner – — [1188, 472, 1250, 487]
next-page-fragment — [1500, 984, 1600, 1040]
directory-entry: – Franz, Bankbeamt., Heussweg 67, ✉ 19 — [590, 1702, 830, 1717]
directory-entry: Glowacke, Franz, Schlosser, Hindenburgstr. 359, ✉ Wi — [1188, 1866, 1472, 1898]
directory-entry: – Wwe, E., Ewaldsweg 2, ✉ 26 — [889, 1899, 1065, 1914]
directory-entry: – Herm., Arbtr., Adlerstr. 63, H. 1, ✉ Alt — [590, 1275, 821, 1290]
next-page-fragment: Gl — [1508, 1322, 1523, 1336]
directory-entry: – Gast., Rentn., Bankstr. 54, ✉ 1 — [292, 1554, 478, 1569]
directory-entry: Glober, Alfons, Maler, Beim grünen Jäger 25, ✉ Alt — [292, 1686, 565, 1717]
next-page-fragment: Glo — [1508, 706, 1530, 720]
directory-entry: Glöckner, A., Kfm., Wohldorferstr. 5 — [590, 1488, 797, 1503]
directory-entry: – Marie, Schneid., Lorenzstr. 18 H., ✉ 1 — [889, 931, 1119, 946]
directory-entry: – Rob., Schloss., Hermannstr. 6, ✉ Harb — [889, 308, 1121, 323]
directory-entry: – Frau Alma, Volgtstr. 15, ✉ 19 — [590, 996, 769, 1011]
directory-entry: – Rob., Feuerwehrm., Roepersweg 4 — [1188, 1522, 1398, 1537]
directory-entry: ⊙ Globus Oel-Gesellschaft m. b. H. IR, Mineralöl-Großhdl., ☎ 55 91 12, Hartungstr. 7a, ✉ 13, Geschäftsf.: Heinr. Henneike, Bremen — [590, 275, 876, 323]
directory-entry: – Th., Arbtr., Süderstr. 144, ✉ 26 — [889, 1046, 1079, 1061]
directory-entry: Glöde, Hans, Pol.-Beamt., Chapeaurougeweg 20, ✉ 26 — [889, 751, 1172, 782]
directory-entry: Glose, H., Post-Ob.-Insp., Hansastrasse 79, — [1188, 1587, 1437, 1602]
directory-entry: Glöyer, Frl. Else, Lehr., Zimmerstr. 18 — [889, 1768, 1109, 1783]
directory-entry: ⊙ M. Glogau jr. IR, gegr. 1850, Buchhandlung und Modernes Antiquariat, Neuer Wall 50, ✉ 36, Antiquariat u. Verlag, Bleichenbrücke 6, ✉ 36, BCto. Vereinsb. u. PSch. 8172, ☎ Sam.-Nr. 35 26 44, Inh: Arthur Müller — [889, 1932, 1176, 2057]
condition-labels — [0, 0, 230, 2177]
